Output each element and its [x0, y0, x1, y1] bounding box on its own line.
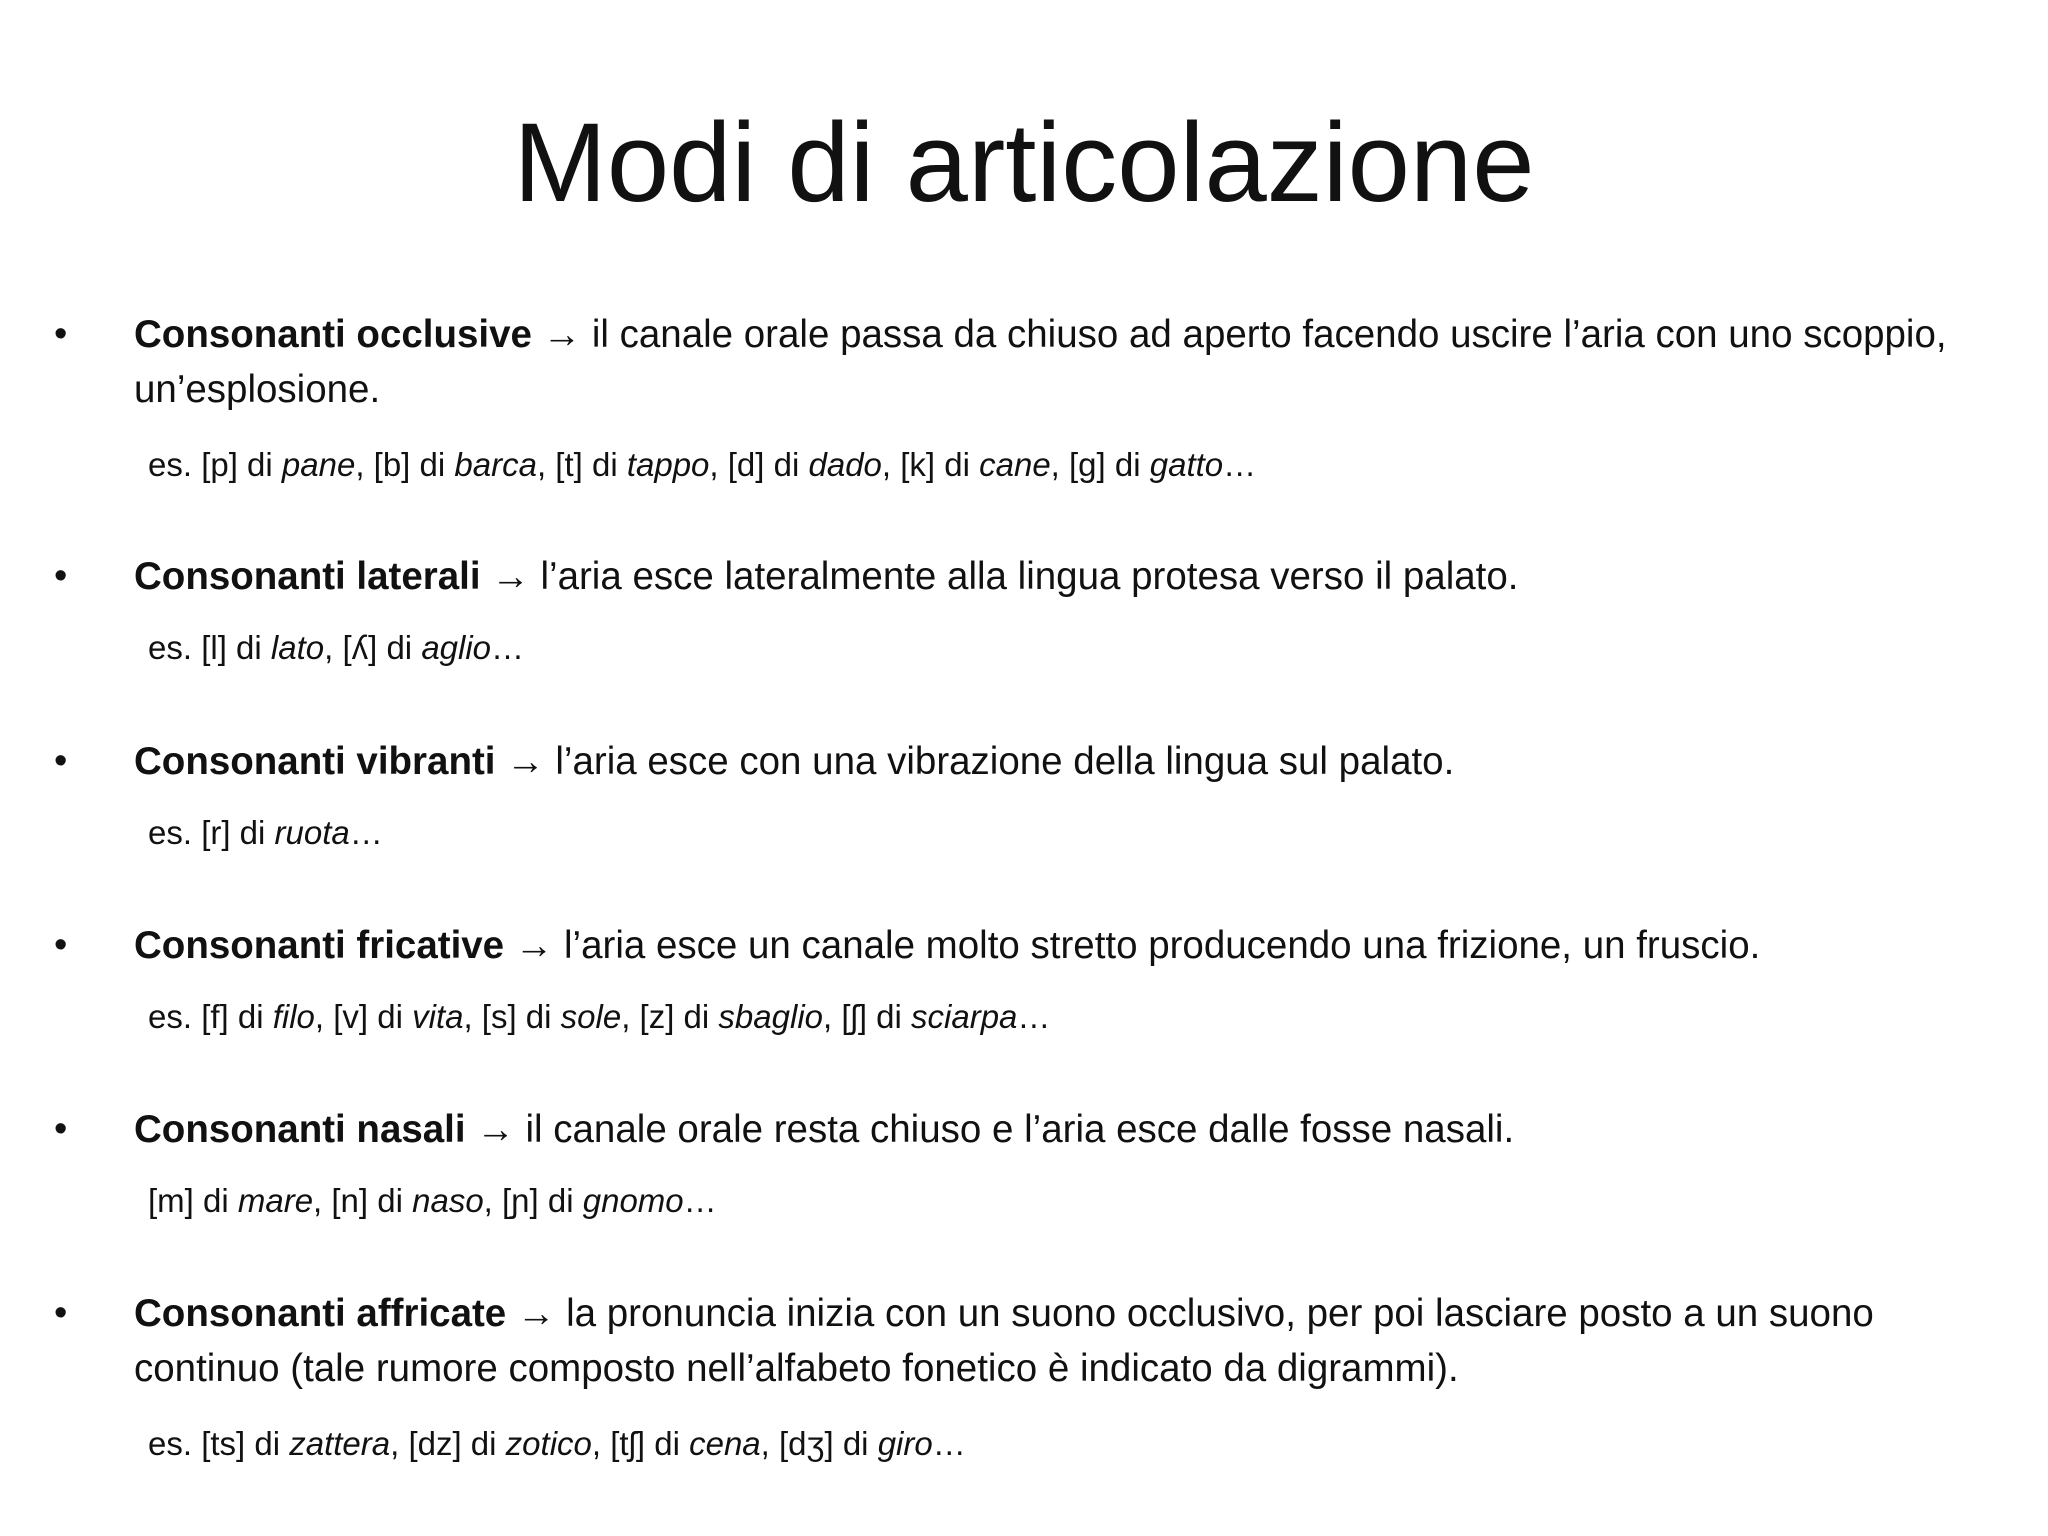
example-text: , [d] di	[709, 446, 809, 483]
bullet-icon: •	[54, 924, 68, 966]
example-text: es. [f] di	[148, 998, 273, 1035]
item-main-text	[134, 307, 2014, 417]
bullet-icon: •	[54, 1292, 68, 1334]
example-text: …	[1017, 998, 1051, 1035]
item-term: Consonanti nasali	[134, 1108, 466, 1151]
example-text: …	[932, 1425, 966, 1462]
example-text: …	[491, 629, 525, 666]
item-example	[148, 443, 2008, 487]
example-text: …	[349, 814, 383, 851]
item-term: Consonanti fricative	[134, 924, 505, 967]
example-text: es. [l] di	[148, 629, 271, 666]
example-text: , [ʃ] di	[823, 998, 912, 1035]
item-example	[148, 995, 2008, 1039]
example-word: pane	[281, 446, 356, 483]
example-text: es. [p] di	[148, 446, 282, 483]
item-main-text	[134, 549, 2014, 604]
item-main-text	[134, 918, 2014, 973]
example-word: cena	[689, 1425, 761, 1462]
item-description: → l’aria esce un canale molto stretto producendo una frizione, un fruscio.	[504, 924, 1761, 967]
bullet-icon: •	[54, 555, 68, 597]
example-text: , [ʎ] di	[324, 629, 422, 666]
bullet-icon: •	[54, 1108, 68, 1150]
example-word: zattera	[289, 1425, 391, 1462]
item-main-text	[134, 1102, 2014, 1157]
item-description: → il canale orale resta chiuso e l’aria esce dalle fosse nasali.	[465, 1108, 1515, 1151]
example-text: , [v] di	[314, 998, 413, 1035]
example-word: mare	[237, 1182, 314, 1219]
item-example	[148, 1179, 2008, 1223]
item-main-text	[134, 1286, 2014, 1396]
item-example	[148, 1422, 2008, 1466]
example-text: [m] di	[148, 1182, 238, 1219]
example-text: , [dz] di	[390, 1425, 506, 1462]
example-word: naso	[412, 1182, 484, 1219]
slide-title: Modi di articolazione	[513, 100, 1535, 225]
item-term: Consonanti occlusive	[134, 313, 532, 356]
example-word: cane	[979, 446, 1051, 483]
example-text: , [ɲ] di	[483, 1182, 583, 1219]
example-word: gnomo	[582, 1182, 684, 1219]
example-text: , [k] di	[881, 446, 980, 483]
example-word: ruota	[274, 814, 350, 851]
example-text: es. [ts] di	[148, 1425, 290, 1462]
example-text: , [g] di	[1050, 446, 1150, 483]
item-description: → l’aria esce con una vibrazione della lingua sul palato.	[495, 740, 1455, 783]
example-text: , [s] di	[463, 998, 561, 1035]
example-text: , [dʒ] di	[760, 1425, 878, 1462]
example-word: gatto	[1149, 446, 1224, 483]
item-term: Consonanti affricate	[134, 1292, 507, 1335]
item-term: Consonanti laterali	[134, 555, 481, 598]
example-text: , [tʃ] di	[591, 1425, 690, 1462]
example-word: vita	[412, 998, 464, 1035]
example-word: giro	[877, 1425, 933, 1462]
example-word: sole	[560, 998, 622, 1035]
item-description: → il canale orale passa da chiuso ad aperto facendo uscire l’aria con uno scoppio, un’esplosione.	[134, 313, 1947, 411]
example-word: sciarpa	[911, 998, 1018, 1035]
example-word: lato	[270, 629, 325, 666]
item-description: → l’aria esce lateralmente alla lingua protesa verso il palato.	[480, 555, 1519, 598]
example-text: , [n] di	[313, 1182, 413, 1219]
example-word: tappo	[626, 446, 710, 483]
item-description: → la pronuncia inizia con un suono occlusivo, per poi lasciare posto a un suono continuo (tale rumore composto nell’alfabeto fonetico è indicato da digrammi).	[134, 1292, 1874, 1390]
example-word: dado	[808, 446, 882, 483]
example-word: sbaglio	[718, 998, 823, 1035]
item-term: Consonanti vibranti	[134, 740, 496, 783]
example-text: es. [r] di	[148, 814, 275, 851]
example-word: filo	[272, 998, 315, 1035]
item-example	[148, 811, 2008, 855]
example-text: , [t] di	[536, 446, 627, 483]
example-text: …	[1223, 446, 1257, 483]
example-text: , [z] di	[621, 998, 719, 1035]
example-text: , [b] di	[355, 446, 455, 483]
bullet-icon: •	[54, 313, 68, 355]
example-text: …	[683, 1182, 717, 1219]
example-word: barca	[454, 446, 537, 483]
item-example	[148, 626, 2008, 670]
example-word: aglio	[421, 629, 492, 666]
item-main-text	[134, 734, 2014, 789]
bullet-icon: •	[54, 740, 68, 782]
example-word: zotico	[505, 1425, 592, 1462]
